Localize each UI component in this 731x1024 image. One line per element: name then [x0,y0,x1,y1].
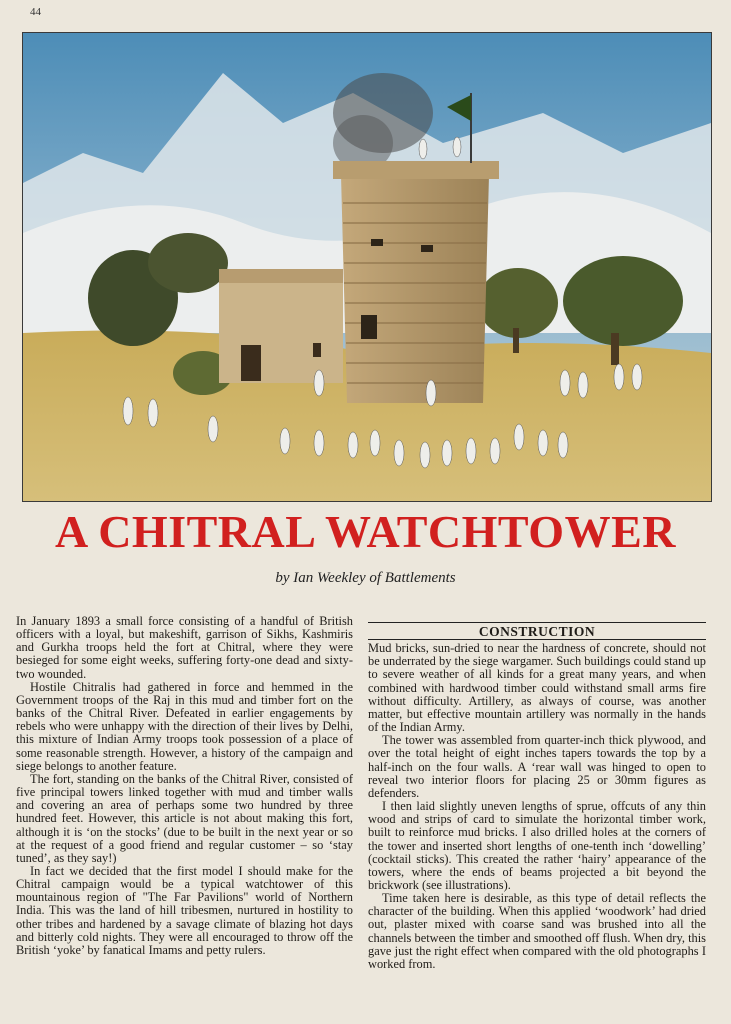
paragraph: In fact we decided that the first model I should make for the Chitral campaign would be a typical watchtower of this mountainous region of "The Far Pavilions" world of Northern India. This was the land of hill tribesmen, nurtured in hostility to other tribes and hardened by a savage climate of blazing hot days and bitterly cold nights. They were all encouraged to throw off the British ‘yoke’ by fanatical Imams and petty rulers. [16,863,353,957]
paragraph: Hostile Chitralis had gathered in force and hemmed in the Government troops of the Raj in this mud and timber fort on the banks of the Chitral River. Defeated in earlier engagements by rebels who were unhappy with the direction of their lives by Delhi, this mixture of Indian Army troops took possession of a place of some reasonable strength. However, a history of the campaign and siege belongs to another feature. [16,679,353,773]
paragraph: I then laid slightly uneven lengths of sprue, offcuts of any thin wood and strips of card to simulate the horizontal timber work, built to reinforce mud bricks. I also drilled holes at the corners of the tower and inserted short lengths of one-tenth inch ‘dowelling’ (cocktail sticks). This created the rather ‘hairy’ appearance of the towers, where the ends of beams projected a bit beyond the brickwork (see illustrations). [368,799,706,892]
section-heading: CONSTRUCTION [478,624,596,639]
right-column [368,622,706,971]
paragraph: The fort, standing on the banks of the Chitral River, consisted of five principal towers linked together with mud and timber walls and covering an area of perhaps some two hundred by three hundred feet. However, this article is not about making this fort, although it is ‘on the stocks’ (due to be built in the next year or so at the request of a good friend and regular customer – so ‘stay tuned’, as they say!) [16,771,353,865]
page-number: 44 [30,6,41,18]
paragraph: Mud bricks, sun-dried to near the hardness of concrete, should not be underrated by the siege wargamer. Such buildings could stand up to severe weather of all kinds for a great many years, and when combined with hardwood timber could withstand small arms fire without difficulty. Artillery, as always of course, was another matter, but effective mountain artillery was normally in the hands of the Indian Army. [368,641,706,735]
paragraph: The tower was assembled from quarter-inch thick plywood, and over the total height of eight inches tapers towards the top by a half-inch on the four walls. A ‘rear wall was hinged to open to reveal two interior floors for placing 25 or 30mm figures as defenders. [368,733,706,800]
article-title: A CHITRAL WATCHTOWER [55,506,676,557]
left-column [16,615,353,957]
article-byline: by Ian Weekley of Battlements [275,570,456,586]
section-rule-bottom [368,639,706,640]
watchtower-photo [22,32,712,502]
watchtower-illustration [23,33,711,501]
paragraph: Time taken here is desirable, as this type of detail reflects the character of the building. When this applied ‘woodwork’ had dried out, plaster mixed with coarse sand was brushed into all the channels between the timber and smoothed off flush. When dry, this gave just the right effect when compared with the old photographs I worked from. [368,891,706,971]
paragraph: In January 1893 a small force consisting of a handful of British officers with a loyal, but makeshift, garrison of Sikhs, Kashmiris and Gurkha troops held the fort at Chitral, where they were besieged for some eight weeks, suffering forty-one dead and sixty-two wounded. [16,614,353,681]
